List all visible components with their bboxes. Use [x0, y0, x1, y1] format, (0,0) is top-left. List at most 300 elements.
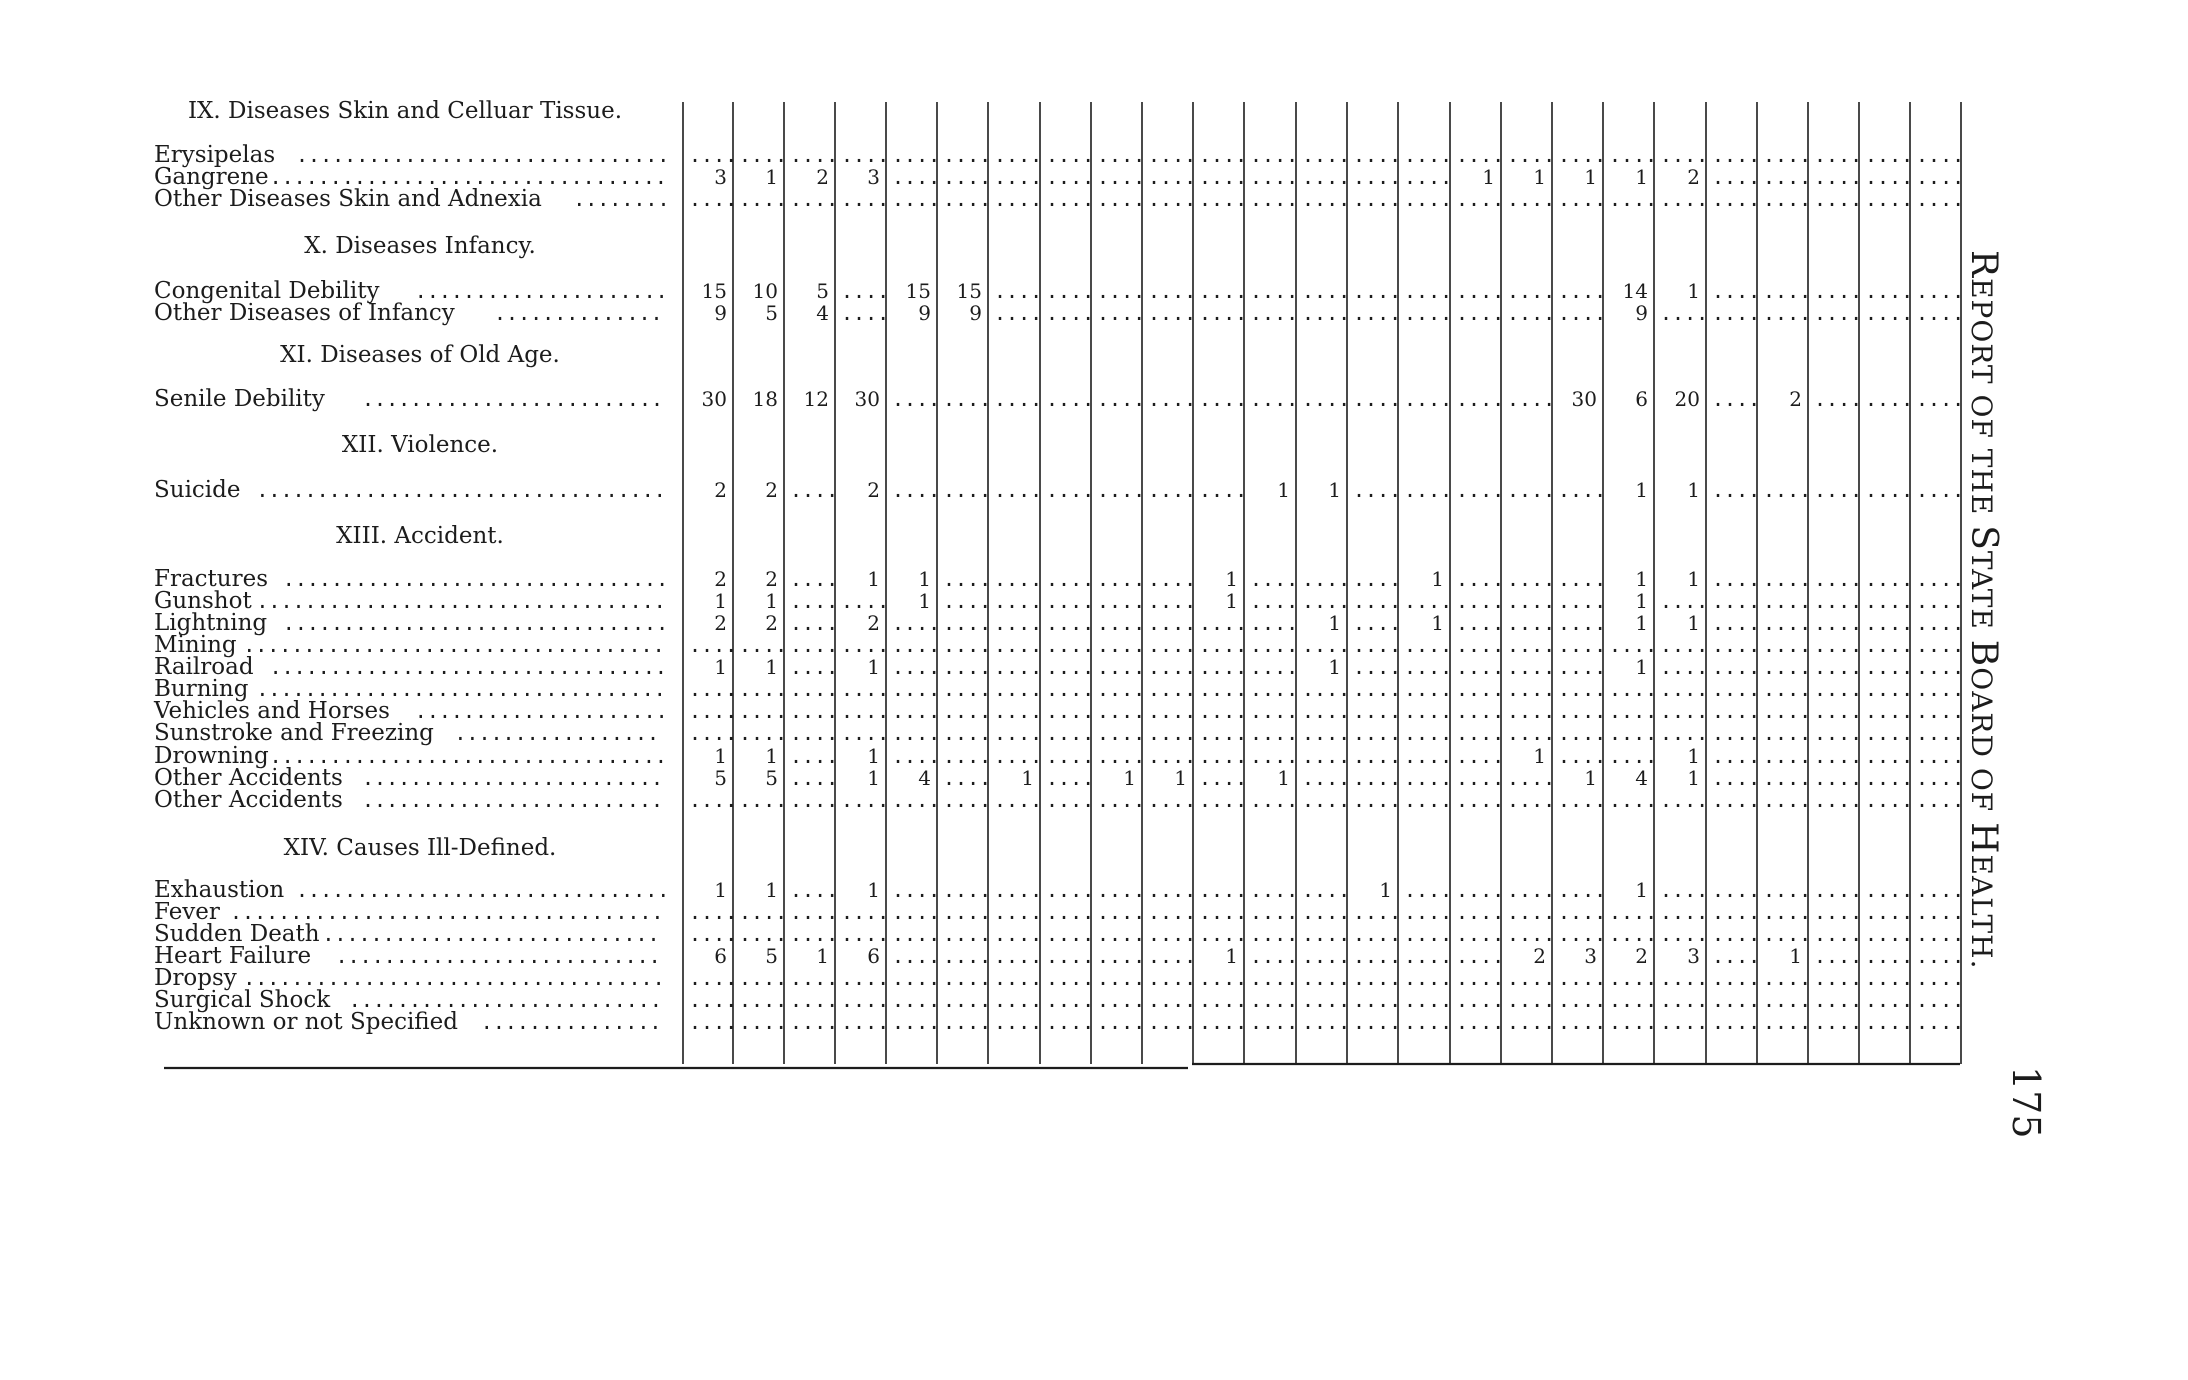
empty-cell-dots: .... — [1353, 567, 1402, 591]
empty-cell-dots: .... — [841, 589, 890, 613]
empty-cell-dots: .... — [1865, 788, 1914, 812]
row-label: Heart Failure — [154, 943, 312, 969]
empty-cell-dots: .... — [1507, 633, 1556, 657]
empty-cell-dots: .... — [1046, 900, 1095, 924]
empty-cell-dots: .... — [841, 279, 890, 303]
table-cell-value: 1 — [1635, 589, 1648, 613]
leader-dots: ............... — [480, 1010, 662, 1034]
empty-cell-dots: .... — [943, 677, 992, 701]
empty-cell-dots: .... — [1097, 721, 1146, 745]
empty-cell-dots: .... — [1712, 143, 1761, 167]
empty-cell-dots: .... — [1712, 633, 1761, 657]
empty-cell-dots: .... — [689, 788, 738, 812]
row-label: Senile Debility — [154, 386, 325, 412]
table-cell-value: 6 — [714, 944, 727, 968]
empty-cell-dots: .... — [1660, 655, 1709, 679]
empty-cell-dots: .... — [1199, 677, 1248, 701]
empty-cell-dots: .... — [1660, 788, 1709, 812]
empty-cell-dots: .... — [1046, 966, 1095, 990]
empty-cell-dots: .... — [1250, 966, 1299, 990]
empty-cell-dots: .... — [1507, 655, 1556, 679]
empty-cell-dots: .... — [994, 301, 1043, 325]
empty-cell-dots: .... — [1404, 633, 1453, 657]
leader-dots: ................................ — [282, 611, 669, 635]
empty-cell-dots: .... — [1302, 677, 1351, 701]
table-cell-value: 1 — [765, 165, 778, 189]
empty-cell-dots: .... — [1814, 589, 1863, 613]
empty-cell-dots: .... — [1660, 187, 1709, 211]
empty-cell-dots: .... — [1046, 387, 1095, 411]
table-cell-value: 1 — [867, 878, 880, 902]
leader-dots: ................................. — [269, 165, 667, 189]
empty-cell-dots: .... — [790, 633, 839, 657]
empty-cell-dots: .... — [1558, 744, 1607, 768]
table-cell-value: 5 — [765, 944, 778, 968]
empty-cell-dots: .... — [1353, 744, 1402, 768]
table-cell-value: 1 — [1687, 567, 1700, 591]
empty-cell-dots: .... — [1097, 677, 1146, 701]
empty-cell-dots: .... — [1302, 988, 1351, 1012]
table-cell-value: 3 — [1687, 944, 1700, 968]
empty-cell-dots: .... — [943, 165, 992, 189]
empty-cell-dots: .... — [841, 677, 890, 701]
empty-cell-dots: .... — [1148, 611, 1197, 635]
empty-cell-dots: .... — [1148, 744, 1197, 768]
empty-cell-dots: .... — [1148, 1010, 1197, 1034]
empty-cell-dots: .... — [892, 966, 941, 990]
empty-cell-dots: .... — [1302, 699, 1351, 723]
table-cell-value: 30 — [701, 387, 727, 411]
empty-cell-dots: .... — [1916, 721, 1965, 745]
empty-cell-dots: .... — [689, 677, 738, 701]
empty-cell-dots: .... — [994, 589, 1043, 613]
empty-cell-dots: .... — [1763, 567, 1812, 591]
empty-cell-dots: .... — [1916, 187, 1965, 211]
empty-cell-dots: .... — [1507, 922, 1556, 946]
empty-cell-dots: .... — [1097, 966, 1146, 990]
empty-cell-dots: .... — [1148, 922, 1197, 946]
empty-cell-dots: .... — [1558, 143, 1607, 167]
empty-cell-dots: .... — [1097, 878, 1146, 902]
leader-dots: ........................... — [335, 944, 661, 968]
empty-cell-dots: .... — [689, 900, 738, 924]
empty-cell-dots: .... — [1865, 143, 1914, 167]
table-cell-value: 2 — [867, 611, 880, 635]
table-cell-value: 2 — [765, 567, 778, 591]
empty-cell-dots: .... — [1660, 301, 1709, 325]
empty-cell-dots: .... — [1865, 677, 1914, 701]
empty-cell-dots: .... — [1404, 655, 1453, 679]
empty-cell-dots: .... — [1456, 589, 1505, 613]
table-cell-value: 2 — [765, 611, 778, 635]
empty-cell-dots: .... — [994, 633, 1043, 657]
empty-cell-dots: .... — [1199, 788, 1248, 812]
empty-cell-dots: .... — [1097, 1010, 1146, 1034]
table-cell-value: 2 — [1687, 165, 1700, 189]
empty-cell-dots: .... — [1916, 633, 1965, 657]
empty-cell-dots: .... — [892, 187, 941, 211]
table-cell-value: 1 — [1174, 766, 1187, 790]
empty-cell-dots: .... — [1814, 633, 1863, 657]
running-head-part: R — [1963, 250, 2004, 279]
empty-cell-dots: .... — [1712, 677, 1761, 701]
empty-cell-dots: .... — [1404, 922, 1453, 946]
empty-cell-dots: .... — [1660, 966, 1709, 990]
empty-cell-dots: .... — [1558, 567, 1607, 591]
empty-cell-dots: .... — [1097, 633, 1146, 657]
table-cell-value: 1 — [1635, 878, 1648, 902]
table-cell-value: 1 — [1533, 744, 1546, 768]
empty-cell-dots: .... — [1302, 1010, 1351, 1034]
empty-cell-dots: .... — [994, 922, 1043, 946]
row-label: Drowning — [154, 743, 269, 769]
running-head-part: H — [1963, 822, 2004, 855]
empty-cell-dots: .... — [1814, 766, 1863, 790]
empty-cell-dots: .... — [1712, 944, 1761, 968]
table-cell-value: 14 — [1622, 279, 1648, 303]
row-label: Congenital Debility — [154, 278, 380, 304]
table-cell-value: 1 — [765, 589, 778, 613]
empty-cell-dots: .... — [1814, 611, 1863, 635]
leader-dots: ............................... — [296, 878, 670, 902]
empty-cell-dots: .... — [1507, 567, 1556, 591]
empty-cell-dots: .... — [1865, 589, 1914, 613]
empty-cell-dots: .... — [1199, 478, 1248, 502]
empty-cell-dots: .... — [892, 988, 941, 1012]
empty-cell-dots: .... — [1199, 655, 1248, 679]
empty-cell-dots: .... — [1865, 766, 1914, 790]
table-cell-value: 1 — [867, 655, 880, 679]
empty-cell-dots: .... — [1507, 878, 1556, 902]
table-cell-value: 1 — [1225, 589, 1238, 613]
empty-cell-dots: .... — [739, 922, 788, 946]
empty-cell-dots: .... — [943, 478, 992, 502]
empty-cell-dots: .... — [739, 966, 788, 990]
empty-cell-dots: .... — [1353, 922, 1402, 946]
empty-cell-dots: .... — [1507, 966, 1556, 990]
empty-cell-dots: .... — [1507, 611, 1556, 635]
empty-cell-dots: .... — [1507, 988, 1556, 1012]
empty-cell-dots: .... — [1097, 699, 1146, 723]
empty-cell-dots: .... — [1097, 567, 1146, 591]
table-cell-value: 1 — [1584, 165, 1597, 189]
empty-cell-dots: .... — [1302, 301, 1351, 325]
leader-dots: ................................... — [243, 633, 665, 657]
empty-cell-dots: .... — [1763, 788, 1812, 812]
empty-cell-dots: .... — [994, 699, 1043, 723]
empty-cell-dots: .... — [1148, 966, 1197, 990]
empty-cell-dots: .... — [1814, 279, 1863, 303]
empty-cell-dots: .... — [1865, 988, 1914, 1012]
empty-cell-dots: .... — [790, 187, 839, 211]
empty-cell-dots: .... — [1199, 301, 1248, 325]
empty-cell-dots: .... — [1609, 721, 1658, 745]
empty-cell-dots: .... — [1916, 699, 1965, 723]
empty-cell-dots: .... — [892, 788, 941, 812]
empty-cell-dots: .... — [1456, 387, 1505, 411]
empty-cell-dots: .... — [1558, 589, 1607, 613]
table-cell-value: 3 — [714, 165, 727, 189]
empty-cell-dots: .... — [1353, 655, 1402, 679]
empty-cell-dots: .... — [1763, 1010, 1812, 1034]
empty-cell-dots: .... — [1763, 279, 1812, 303]
row-label: Vehicles and Horses — [154, 698, 390, 724]
empty-cell-dots: .... — [1507, 900, 1556, 924]
empty-cell-dots: .... — [1250, 878, 1299, 902]
empty-cell-dots: .... — [892, 633, 941, 657]
empty-cell-dots: .... — [1507, 788, 1556, 812]
leader-dots: .................................. — [256, 478, 666, 502]
row-label: Surgical Shock — [154, 987, 331, 1013]
row-label: Burning — [154, 676, 249, 702]
empty-cell-dots: .... — [841, 699, 890, 723]
empty-cell-dots: .... — [1148, 699, 1197, 723]
empty-cell-dots: .... — [994, 611, 1043, 635]
table-cell-value: 1 — [1277, 766, 1290, 790]
empty-cell-dots: .... — [689, 633, 738, 657]
empty-cell-dots: .... — [1046, 922, 1095, 946]
row-label: Lightning — [154, 610, 268, 636]
empty-cell-dots: .... — [1814, 1010, 1863, 1034]
empty-cell-dots: .... — [1046, 611, 1095, 635]
empty-cell-dots: .... — [994, 900, 1043, 924]
empty-cell-dots: .... — [1814, 677, 1863, 701]
empty-cell-dots: .... — [1865, 301, 1914, 325]
table-cell-value: 1 — [1789, 944, 1802, 968]
empty-cell-dots: .... — [1250, 633, 1299, 657]
empty-cell-dots: .... — [1814, 301, 1863, 325]
table-cell-value: 9 — [918, 301, 931, 325]
empty-cell-dots: .... — [1250, 165, 1299, 189]
empty-cell-dots: .... — [1814, 788, 1863, 812]
empty-cell-dots: .... — [1404, 988, 1453, 1012]
empty-cell-dots: .... — [1814, 966, 1863, 990]
empty-cell-dots: .... — [1558, 966, 1607, 990]
empty-cell-dots: .... — [790, 699, 839, 723]
empty-cell-dots: .... — [994, 944, 1043, 968]
empty-cell-dots: .... — [1507, 677, 1556, 701]
empty-cell-dots: .... — [1097, 387, 1146, 411]
empty-cell-dots: .... — [1097, 143, 1146, 167]
empty-cell-dots: .... — [841, 900, 890, 924]
empty-cell-dots: .... — [1353, 1010, 1402, 1034]
empty-cell-dots: .... — [1865, 878, 1914, 902]
empty-cell-dots: .... — [1148, 721, 1197, 745]
empty-cell-dots: .... — [1250, 988, 1299, 1012]
empty-cell-dots: .... — [1148, 165, 1197, 189]
empty-cell-dots: .... — [1558, 611, 1607, 635]
empty-cell-dots: .... — [1250, 788, 1299, 812]
empty-cell-dots: .... — [1097, 788, 1146, 812]
empty-cell-dots: .... — [1712, 966, 1761, 990]
empty-cell-dots: .... — [1660, 143, 1709, 167]
table-cell-value: 1 — [1277, 478, 1290, 502]
empty-cell-dots: .... — [841, 721, 890, 745]
empty-cell-dots: .... — [1916, 922, 1965, 946]
table-cell-value: 6 — [867, 944, 880, 968]
empty-cell-dots: .... — [1250, 611, 1299, 635]
row-label: Fractures — [154, 566, 269, 592]
empty-cell-dots: .... — [1916, 878, 1965, 902]
empty-cell-dots: .... — [1916, 165, 1965, 189]
empty-cell-dots: .... — [1148, 655, 1197, 679]
empty-cell-dots: .... — [1660, 1010, 1709, 1034]
empty-cell-dots: .... — [1302, 387, 1351, 411]
empty-cell-dots: .... — [1148, 187, 1197, 211]
empty-cell-dots: .... — [943, 633, 992, 657]
empty-cell-dots: .... — [943, 1010, 992, 1034]
empty-cell-dots: .... — [1763, 900, 1812, 924]
section-heading: XIII. Accident. — [336, 523, 504, 549]
empty-cell-dots: .... — [1865, 655, 1914, 679]
running-head-part: B — [1963, 639, 2004, 668]
table-cell-value: 1 — [1533, 165, 1546, 189]
empty-cell-dots: .... — [1763, 744, 1812, 768]
empty-cell-dots: .... — [1507, 279, 1556, 303]
empty-cell-dots: .... — [892, 143, 941, 167]
empty-cell-dots: .... — [739, 1010, 788, 1034]
empty-cell-dots: .... — [994, 878, 1043, 902]
running-head-title — [1963, 250, 2004, 970]
empty-cell-dots: .... — [994, 744, 1043, 768]
empty-cell-dots: .... — [943, 922, 992, 946]
empty-cell-dots: .... — [1353, 633, 1402, 657]
table-cell-value: 2 — [765, 478, 778, 502]
empty-cell-dots: .... — [1865, 478, 1914, 502]
table-cell-value: 10 — [752, 279, 778, 303]
empty-cell-dots: .... — [1353, 165, 1402, 189]
empty-cell-dots: .... — [1404, 165, 1453, 189]
empty-cell-dots: .... — [1148, 387, 1197, 411]
empty-cell-dots: .... — [1353, 988, 1402, 1012]
table-cell-value: 1 — [918, 567, 931, 591]
empty-cell-dots: .... — [1712, 301, 1761, 325]
empty-cell-dots: .... — [1302, 143, 1351, 167]
empty-cell-dots: .... — [943, 900, 992, 924]
empty-cell-dots: .... — [1456, 788, 1505, 812]
empty-cell-dots: .... — [943, 611, 992, 635]
empty-cell-dots: .... — [892, 699, 941, 723]
empty-cell-dots: .... — [1353, 966, 1402, 990]
empty-cell-dots: .... — [1916, 567, 1965, 591]
empty-cell-dots: .... — [739, 721, 788, 745]
empty-cell-dots: .... — [1660, 589, 1709, 613]
empty-cell-dots: .... — [1046, 766, 1095, 790]
empty-cell-dots: .... — [994, 165, 1043, 189]
empty-cell-dots: .... — [1558, 788, 1607, 812]
empty-cell-dots: .... — [1456, 878, 1505, 902]
empty-cell-dots: .... — [1353, 478, 1402, 502]
empty-cell-dots: .... — [1558, 279, 1607, 303]
empty-cell-dots: .... — [892, 677, 941, 701]
empty-cell-dots: .... — [892, 387, 941, 411]
empty-cell-dots: .... — [1199, 143, 1248, 167]
empty-cell-dots: .... — [1558, 633, 1607, 657]
empty-cell-dots: .... — [1660, 677, 1709, 701]
empty-cell-dots: .... — [1148, 988, 1197, 1012]
leader-dots: ................................. — [269, 655, 667, 679]
table-cell-value: 1 — [765, 744, 778, 768]
table-cell-value: 5 — [714, 766, 727, 790]
empty-cell-dots: .... — [1250, 301, 1299, 325]
empty-cell-dots: .... — [1148, 878, 1197, 902]
empty-cell-dots: .... — [1404, 387, 1453, 411]
empty-cell-dots: .... — [1199, 279, 1248, 303]
empty-cell-dots: .... — [1148, 567, 1197, 591]
empty-cell-dots: .... — [1456, 279, 1505, 303]
empty-cell-dots: .... — [1763, 766, 1812, 790]
empty-cell-dots: .... — [1097, 988, 1146, 1012]
table-cell-value: 1 — [1482, 165, 1495, 189]
empty-cell-dots: .... — [1660, 988, 1709, 1012]
empty-cell-dots: .... — [739, 699, 788, 723]
empty-cell-dots: .... — [790, 143, 839, 167]
empty-cell-dots: .... — [1404, 677, 1453, 701]
empty-cell-dots: .... — [1046, 301, 1095, 325]
empty-cell-dots: .... — [1404, 478, 1453, 502]
empty-cell-dots: .... — [892, 1010, 941, 1034]
empty-cell-dots: .... — [892, 878, 941, 902]
empty-cell-dots: .... — [1865, 567, 1914, 591]
running-head-part: EALTH. — [1965, 854, 1998, 970]
table-cell-value: 4 — [1635, 766, 1648, 790]
empty-cell-dots: .... — [1865, 944, 1914, 968]
empty-cell-dots: .... — [689, 966, 738, 990]
empty-cell-dots: .... — [1250, 944, 1299, 968]
empty-cell-dots: .... — [1302, 900, 1351, 924]
empty-cell-dots: .... — [892, 922, 941, 946]
table-cell-value: 5 — [765, 301, 778, 325]
empty-cell-dots: .... — [1814, 655, 1863, 679]
empty-cell-dots: .... — [1148, 478, 1197, 502]
empty-cell-dots: .... — [1302, 187, 1351, 211]
empty-cell-dots: .... — [1302, 279, 1351, 303]
leader-dots: .................................... — [230, 900, 664, 924]
table-cell-value: 18 — [752, 387, 778, 411]
empty-cell-dots: .... — [1404, 721, 1453, 745]
empty-cell-dots: .... — [1046, 744, 1095, 768]
empty-cell-dots: .... — [1507, 187, 1556, 211]
empty-cell-dots: .... — [1199, 1010, 1248, 1034]
empty-cell-dots: .... — [1558, 655, 1607, 679]
section-heading: X. Diseases Infancy. — [304, 233, 536, 259]
empty-cell-dots: .... — [1148, 589, 1197, 613]
empty-cell-dots: .... — [1046, 655, 1095, 679]
table-cell-value: 1 — [867, 766, 880, 790]
empty-cell-dots: .... — [1250, 699, 1299, 723]
empty-cell-dots: .... — [1199, 165, 1248, 189]
empty-cell-dots: .... — [1199, 966, 1248, 990]
empty-cell-dots: .... — [1814, 988, 1863, 1012]
empty-cell-dots: .... — [892, 165, 941, 189]
empty-cell-dots: .... — [1763, 165, 1812, 189]
empty-cell-dots: .... — [892, 744, 941, 768]
empty-cell-dots: .... — [689, 1010, 738, 1034]
empty-cell-dots: .... — [1404, 279, 1453, 303]
row-label: Suicide — [154, 477, 241, 503]
leader-dots: ................. — [454, 721, 660, 745]
empty-cell-dots: .... — [1814, 165, 1863, 189]
empty-cell-dots: .... — [1558, 900, 1607, 924]
table-cell-value: 2 — [1635, 944, 1648, 968]
empty-cell-dots: .... — [739, 143, 788, 167]
table-cell-value: 1 — [765, 878, 778, 902]
empty-cell-dots: .... — [1763, 966, 1812, 990]
row-label: Mining — [154, 632, 237, 658]
empty-cell-dots: .... — [1302, 766, 1351, 790]
empty-cell-dots: .... — [689, 187, 738, 211]
leader-dots: ................................. — [269, 744, 667, 768]
